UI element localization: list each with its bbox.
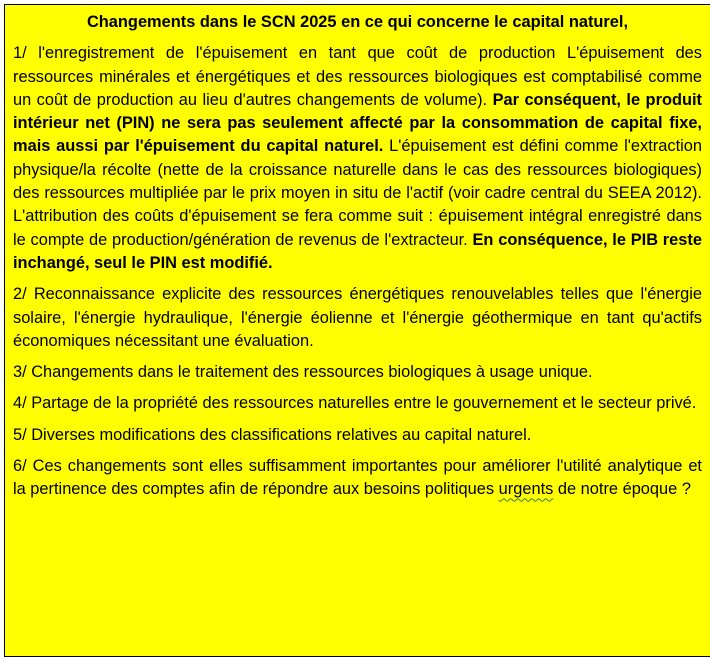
item-2-paragraph: 2/ Reconnaissance explicite des ressources énergétiques renouvelables telles que l'énergie solaire, l'énergie hydraulique, l'énergie éolienne et l'énergie géothermique en tant qu'actifs économiques nécessitant une évaluation. bbox=[13, 285, 702, 350]
box-title: Changements dans le SCN 2025 en ce qui concerne le capital naturel, bbox=[86, 13, 629, 31]
text-box bbox=[4, 4, 710, 657]
item-1-text-a: 1/ l'enregistrement de l'épuisement en tant que coût de production L'épuisement des ressources minérales et énergétiques et des ressources biologiques est comptabilisé comme un coût de production au lieu d'autres changements de volume). bbox=[13, 44, 702, 109]
item-1-bold-a: Par conséquent, le produit intérieur net (PIN) ne sera pas seulement affecté par la consommation de capital fixe, mais aussi par l'épuisement du capital naturel. bbox=[13, 90, 702, 156]
item-1-text-b: L'épuisement est défini comme l'extraction physique/la récolte (nette de la croissance naturelle dans le cas des ressources biologiques) des ressources multipliée par le prix moyen in situ de l'actif (voir cadre central du SEEA 2012). L'attribution des coûts d'épuisement se fera comme suit : épuisement intégral enregistré dans le compte de production/génération de revenus de l'extracteur. bbox=[13, 137, 702, 249]
item-6-paragraph bbox=[13, 455, 702, 502]
item-1-bold-b: En conséquence, le PIB reste inchangé, seul le PIN est modifié. bbox=[13, 230, 702, 272]
item-6-underlined-word: urgents bbox=[498, 480, 554, 499]
item-6-ending: de notre époque ? bbox=[553, 480, 691, 499]
item-5-paragraph: 5/ Diverses modifications des classifications relatives au capital naturel. bbox=[13, 425, 532, 444]
item-6-text: 6/ Ces changements sont elles suffisamment importantes pour améliorer l'utilité analytique et la pertinence des comptes afin de répondre aux besoins politiques bbox=[13, 457, 702, 499]
item-4-paragraph: 4/ Partage de la propriété des ressources naturelles entre le gouvernement et le secteur privé. bbox=[13, 394, 697, 413]
item-1-paragraph bbox=[13, 42, 702, 275]
item-3-paragraph: 3/ Changements dans le traitement des ressources biologiques à usage unique. bbox=[13, 363, 593, 382]
